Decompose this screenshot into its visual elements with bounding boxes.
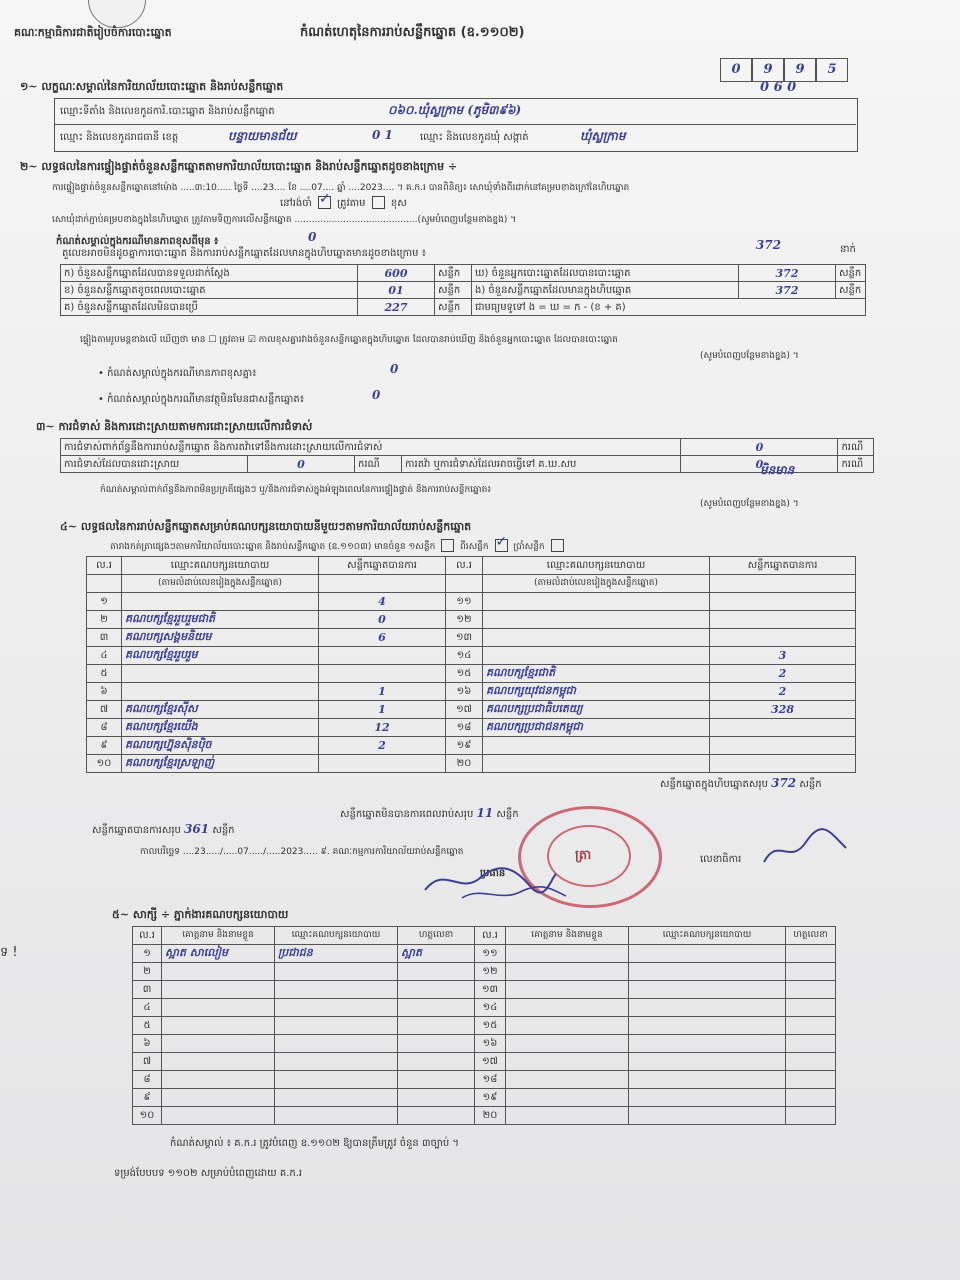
witness-no: ១៧ [475, 1053, 506, 1071]
form-footer: ទម្រង់បែបបទ ១១០២ សម្រាប់បំពេញដោយ គ.ក.រ [114, 1168, 303, 1179]
section1-heading: ១~ លក្ខណៈសម្គាល់នៃការិយាល័យបោះឆ្នោត និងរាប់សន្លឹកឆ្នោត [20, 80, 284, 93]
witness-no: ២០ [475, 1107, 506, 1125]
witness-no: ១៦ [475, 1035, 506, 1053]
witness-signature [786, 1035, 836, 1053]
authority-name: គណៈកម្មាធិការជាតិរៀបចំការបោះឆ្នោត [14, 26, 172, 39]
col-header-party: ឈ្មោះគណបក្សនយោបាយ [122, 557, 319, 575]
recon-label: ង) ចំនួនសន្លឹកឆ្នោតដែលមានក្នុងហិបឆ្នោត [472, 282, 739, 299]
party-name: គណបក្សខ្មែរយើង [122, 719, 319, 737]
seal-note: សោឃុំដាក់ភ្ជាប់គម្របខាងក្នុងនៃហិបឆ្នោត ត្រូវតាមទិញការលើសន្លឹកឆ្នោត ...........................................(សូមបំពេញបន្ថែមខាងខ្នង) ។ [52, 215, 517, 225]
objections-table [60, 438, 874, 473]
witness-name [506, 1107, 629, 1125]
section5-heading: ៥~ សាក្សី ÷ ភ្នាក់ងារគណបក្សនយោបាយ [112, 908, 289, 921]
witness-col-party: ឈ្មោះគណបក្សនយោបាយ [275, 927, 398, 945]
col-header-party: ឈ្មោះគណបក្សនយោបាយ [483, 557, 710, 575]
party-name [483, 647, 710, 665]
witness-name [506, 1089, 629, 1107]
witness-signature [786, 1017, 836, 1035]
party-no: ២ [87, 611, 122, 629]
table-row [133, 1017, 836, 1035]
witness-party [629, 963, 786, 981]
witness-no: ១២ [475, 963, 506, 981]
serial-digit: 0 [720, 58, 752, 82]
table-row [87, 755, 856, 773]
party-no: ៩ [87, 737, 122, 755]
witness-no: ៥ [133, 1017, 162, 1035]
total-box-label: សន្លឹកឆ្នោតក្នុងហិបឆ្នោតសរុប [660, 779, 768, 790]
recon-value: 372 [739, 282, 836, 299]
witness-party [275, 999, 398, 1017]
witness-no: ៣ [133, 981, 162, 999]
party-votes: 3 [710, 647, 856, 665]
party-name: គណបក្សសង្គមនិយម [122, 629, 319, 647]
province-value: បន្ទាយមានជ័យ [228, 129, 297, 143]
sheet-two-checkbox[interactable] [441, 539, 454, 552]
seal-line-label: នៅរង់ចាំ [280, 198, 312, 209]
table-row [133, 963, 836, 981]
party-name: គណបក្សខ្មែរស្រឡាញ់ [122, 755, 319, 773]
party-name: គណបក្សប្រជាធិបតេយ្យ [483, 701, 710, 719]
total-invalid-unit: សន្លឹក [496, 809, 519, 820]
witness-signature [786, 1107, 836, 1125]
witness-signature [398, 963, 475, 981]
col-subheader-party: (តាមលំដាប់លេខរៀងក្នុងសន្លឹកឆ្នោត) [122, 575, 319, 593]
party-name: គណបក្សខ្មែរស៊ីស [122, 701, 319, 719]
seal-yes-checkbox[interactable] [318, 196, 331, 209]
witness-no: ១០ [133, 1107, 162, 1125]
secretary-signature [760, 826, 850, 870]
party-no: ១១ [446, 593, 483, 611]
sheet-five-checkbox[interactable] [495, 539, 508, 552]
recon-unit: សន្លឹក [435, 299, 472, 316]
bullet-discrepancy: • កំណត់សម្គាល់ក្នុងករណីមានភាពខុសគ្នា៖ [98, 368, 257, 379]
total-box-row [660, 776, 822, 792]
recon-formula: ជាមធ្យមទូទៅ ង = ឃ = ក - (ខ + គ) [472, 299, 866, 316]
witness-signature [398, 1053, 475, 1071]
witness-no: ១១ [475, 945, 506, 963]
recon-label: ឃ) ចំនួនអ្នកបោះឆ្នោតដែលបានបោះឆ្នោត [472, 265, 739, 282]
commune-value: ឃុំស្លក្រាម [580, 129, 626, 143]
serial-digit: 9 [784, 58, 816, 82]
table-row [87, 719, 856, 737]
witness-signature [786, 1053, 836, 1071]
witness-col-sign: ហត្ថលេខា [786, 927, 836, 945]
station-code: 0 6 0 [760, 80, 797, 95]
table-row [133, 1035, 836, 1053]
witness-party [275, 1017, 398, 1035]
total-box-unit: សន្លឹក [799, 779, 822, 790]
totals-row [92, 822, 235, 838]
witness-party [629, 1071, 786, 1089]
table-row [87, 629, 856, 647]
witness-name [162, 1035, 275, 1053]
witness-name [162, 981, 275, 999]
objection-value: 0 [681, 439, 838, 456]
witness-party [275, 963, 398, 981]
table-row [87, 647, 856, 665]
section4-subtitle [110, 540, 567, 554]
objection-resolved-unit: ករណី [355, 456, 402, 473]
table-row [133, 945, 836, 963]
party-no: ៦ [87, 683, 122, 701]
witness-signature [398, 999, 475, 1017]
witness-name [506, 963, 629, 981]
table-row [133, 1053, 836, 1071]
witness-name [162, 1053, 275, 1071]
witness-signature [398, 1017, 475, 1035]
party-votes [710, 719, 856, 737]
witness-no: ២ [133, 963, 162, 981]
party-votes: 2 [319, 737, 446, 755]
seal-yes-label: ត្រូវតាម [337, 198, 366, 209]
party-name [483, 611, 710, 629]
party-votes: 1 [319, 683, 446, 701]
party-name: គណបក្សខ្មែររួបរួមជាតិ [122, 611, 319, 629]
party-results-table [86, 556, 856, 773]
witness-party [275, 1035, 398, 1053]
party-no: ១៧ [446, 701, 483, 719]
party-votes: 328 [710, 701, 856, 719]
party-votes: 12 [319, 719, 446, 737]
party-no: ១៥ [446, 665, 483, 683]
irregularity-fill-back: (សូមបំពេញបន្ថែមខាងខ្នង) ។ [700, 499, 799, 509]
table-row [87, 683, 856, 701]
table-row [133, 1107, 836, 1125]
serial-digit: 5 [816, 58, 848, 82]
discrepancy-value: 0 [308, 230, 317, 244]
col-header-no: ល.រ [87, 557, 122, 575]
objection-resolved-value: 0 [248, 456, 355, 473]
party-votes [319, 755, 446, 773]
witness-col-no: ល.រ [475, 927, 506, 945]
witness-party [275, 1053, 398, 1071]
witness-no: ៨ [133, 1071, 162, 1089]
verification-time-line: ការផ្ទៀងផ្ទាត់ចំនួនសន្លឹកឆ្នោតនៅម៉ោង .....៣:10..... ថ្ងៃទី ....23.... ខែ ....07.... ឆ្នាំ ....2023.... ។ គ.ក.រ បានពិនិត្យ៖ សោឃុំទាំងពីរដាក់នៅគម្របខាងក្រៅនៃហិបឆ្នោត [52, 183, 630, 193]
location-label: ឈ្មោះទីតាំង និងលេខកូដការិ.បោះឆ្នោត និងរាប់សន្លឹកឆ្នោត [60, 106, 275, 117]
witness-no: ១៨ [475, 1071, 506, 1089]
party-no: ២០ [446, 755, 483, 773]
witness-no: ១ [133, 945, 162, 963]
witness-name: ស្អាត សាលៀម [162, 945, 275, 963]
section4-heading: ៤~ លទ្ធផលនៃការរាប់សន្លឹកឆ្នោតសម្រាប់គណបក្សនយោបាយនីមួយៗតាមការិយាល័យរាប់សន្លឹកឆ្នោត [60, 520, 472, 533]
witness-signature [398, 1035, 475, 1053]
location-value: ០៦០.ឃុំស្លក្រាម (ភូមិ៣៩៦) [388, 103, 522, 117]
party-votes [710, 755, 856, 773]
bullet-foreign-value: 0 [372, 388, 381, 402]
party-no: ១៦ [446, 683, 483, 701]
document-title: កំណត់ហេតុនៃការរាប់សន្លឹកឆ្នោត (ឧ.១១០២) [300, 25, 525, 40]
party-votes: 1 [319, 701, 446, 719]
formula-note: ផ្ទៀងតាមរូបមន្តខាងលើ ឃើញថា មាន ☐ ត្រូវតាម ☑ កាលខុសគ្នារវាងចំនួនសន្លឹកឆ្នោតក្នុងហិបឆ្នោត ដែលបានរាប់ឃើញ និងចំនួនអ្នកបោះឆ្នោត ដែលបានបោះឆ្នោត [80, 335, 618, 345]
party-name [122, 665, 319, 683]
party-no: ៨ [87, 719, 122, 737]
table-row [87, 593, 856, 611]
compare-line: តួលេខអាចមិនដូចគ្នាការបោះឆ្នោត និងការរាប់សន្លឹកឆ្នោតដែលមានក្នុងហិបឆ្នោតមានដូចខាងក្រោម ៖ [62, 248, 427, 259]
objection-label: ការជំទាស់ពាក់ព័ន្ធនឹងការរាប់សន្លឹកឆ្នោត និងការតវ៉ាទៅនឹងការដោះស្រាយលើការជំទាស់ [61, 439, 681, 456]
province-label: ឈ្មោះ និងលេខកូដរាជធានី ខេត្ត [60, 132, 179, 143]
party-no: ១២ [446, 611, 483, 629]
witness-no: ១៣ [475, 981, 506, 999]
witness-party [275, 981, 398, 999]
party-votes: 2 [710, 665, 856, 683]
voters-value: 372 [756, 238, 782, 252]
witness-name [162, 1017, 275, 1035]
party-no: ១ [87, 593, 122, 611]
reconciliation-table [60, 264, 866, 316]
member-signature [460, 884, 570, 904]
recon-unit: សន្លឹក [836, 265, 866, 282]
witness-party [275, 1089, 398, 1107]
party-name: គណបក្សហ្វ៊ុនស៊ិនប៉ិច [122, 737, 319, 755]
witness-name [506, 999, 629, 1017]
party-votes: 0 [319, 611, 446, 629]
party-votes [710, 611, 856, 629]
party-name [122, 683, 319, 701]
objection-other-value: មិនមាន [760, 463, 795, 477]
witness-party [629, 981, 786, 999]
party-name: គណបក្សយុវជនកម្ពុជា [483, 683, 710, 701]
recon-value: 01 [358, 282, 435, 299]
witness-name [162, 963, 275, 981]
witness-name [506, 981, 629, 999]
recon-value: 600 [358, 265, 435, 282]
table-row [133, 1089, 836, 1107]
party-name [483, 737, 710, 755]
total-valid-value: 361 [184, 822, 210, 836]
objection-appeal-unit: ករណី [838, 456, 874, 473]
fill-back-note: (សូមបំពេញបន្ថែមខាងខ្នង) ។ [700, 351, 799, 361]
witness-signature [786, 1089, 836, 1107]
witness-no: ១៤ [475, 999, 506, 1017]
witness-signature [398, 1071, 475, 1089]
party-no: ១៩ [446, 737, 483, 755]
emblem-logo [88, 0, 146, 28]
table-row [87, 737, 856, 755]
party-name: គណបក្សខ្មែររួបរួម [122, 647, 319, 665]
footnote: កំណត់សម្គាល់ ៖ គ.ក.រ ត្រូវបំពេញ ឧ.១១០២ ឱ្យបានត្រឹមត្រូវ ចំនួន ៣ច្បាប់ ។ [170, 1138, 459, 1149]
witness-signature [786, 1071, 836, 1089]
table-row [133, 981, 836, 999]
witness-signature [786, 981, 836, 999]
sheet-other-checkbox[interactable] [551, 539, 564, 552]
witness-signature [398, 1107, 475, 1125]
party-votes: 2 [710, 683, 856, 701]
bullet-discrepancy-value: 0 [390, 362, 399, 376]
table-row [133, 999, 836, 1017]
discrepancy-line: កំណត់សម្គាល់ក្នុងករណីមានភាពខុសពីមុន ៖ [56, 236, 219, 247]
recon-value: 372 [739, 265, 836, 282]
witness-party [275, 1107, 398, 1125]
witness-col-name: គោត្តនាម និងនាមខ្លួន [506, 927, 629, 945]
witness-name [506, 1071, 629, 1089]
witness-name [506, 1035, 629, 1053]
witness-signature: ស្អាត [398, 945, 475, 963]
province-code: 0 1 [372, 128, 393, 142]
witness-name [162, 1071, 275, 1089]
col-header-votes: សន្លឹកឆ្នោតបានការ [710, 557, 856, 575]
secretary-label: លេខាធិការ [700, 854, 742, 865]
witness-name [162, 999, 275, 1017]
party-no: ៥ [87, 665, 122, 683]
witness-party [629, 1017, 786, 1035]
total-invalid-row [340, 806, 519, 822]
total-box-value: 372 [771, 776, 797, 790]
party-name [483, 629, 710, 647]
stamp-text: ត្រា [575, 848, 592, 863]
irregularity-note: កំណត់សម្គាល់ពាក់ព័ន្ធនឹងភាពមិនប្រក្រតីផ្សេងៗ ឬ/និងការជំទាស់ក្នុងអំឡុងពេលនៃការផ្ទៀងផ្ទាត់ និងការរាប់សន្លឹកឆ្នោត៖ [100, 485, 492, 495]
recon-value: 227 [358, 299, 435, 316]
table-row [87, 665, 856, 683]
objection-unit: ករណី [838, 439, 874, 456]
party-no: ១៨ [446, 719, 483, 737]
recon-unit: សន្លឹក [836, 282, 866, 299]
table-row [87, 701, 856, 719]
bullet-foreign-objects: • កំណត់សម្គាល់ក្នុងករណីមានវត្ថុមិនមែនជាសន្លឹកឆ្នោត៖ [98, 394, 305, 405]
witness-party [629, 1107, 786, 1125]
party-name: គណបក្សខ្មែរជាតិ [483, 665, 710, 683]
witness-col-sign: ហត្ថលេខា [398, 927, 475, 945]
witness-no: ៤ [133, 999, 162, 1017]
objection-appeal-value: 0 [681, 456, 838, 473]
party-no: ១៤ [446, 647, 483, 665]
party-votes [710, 737, 856, 755]
seal-check [280, 196, 407, 211]
witness-signature [398, 1089, 475, 1107]
witness-name [506, 1053, 629, 1071]
table-row [87, 611, 856, 629]
total-valid-unit: សន្លឹក [212, 825, 235, 836]
total-invalid-value: 11 [476, 806, 494, 820]
seal-no-checkbox[interactable] [372, 196, 385, 209]
recon-unit: សន្លឹក [435, 282, 472, 299]
party-votes: 6 [319, 629, 446, 647]
witness-party [629, 1053, 786, 1071]
sheet-two-label: ពីរសន្លឹក [460, 542, 489, 552]
party-no: ៣ [87, 629, 122, 647]
party-name: គណបក្សប្រជាជនកម្ពុជា [483, 719, 710, 737]
party-no: ១៣ [446, 629, 483, 647]
section2-heading: ២~ លទ្ធផលនៃការផ្ទៀងផ្ទាត់ចំនួនសន្លឹកឆ្នោតតាមការិយាល័យបោះឆ្នោត និងរាប់សន្លឹកឆ្នោតដូចខាងក្រោម ÷ [20, 160, 458, 173]
party-name [483, 755, 710, 773]
witness-party [275, 1071, 398, 1089]
witness-col-no: ល.រ [133, 927, 162, 945]
commune-label: ឈ្មោះ និងលេខកូដឃុំ សង្កាត់ [420, 132, 529, 143]
witness-party: ប្រជាជន [275, 945, 398, 963]
recon-unit: សន្លឹក [435, 265, 472, 282]
witness-party [629, 1035, 786, 1053]
witness-signature [398, 981, 475, 999]
witness-no: ៩ [133, 1089, 162, 1107]
witness-no: ១៥ [475, 1017, 506, 1035]
sheet-count-label: តារាងកត់ត្រាផ្សេងៗតាមការិយាល័យបោះឆ្នោត និងរាប់សន្លឹកឆ្នោត (ឧ.១១០៣) មានចំនួន ១សន្លឹក [110, 542, 436, 552]
sheet-five-label: ប្រាំសន្លឹក [513, 542, 545, 552]
margin-text: ទ ! [0, 945, 18, 960]
witness-name [162, 1107, 275, 1125]
witness-name [506, 945, 629, 963]
voters-unit: នាក់ [840, 244, 856, 255]
table-row [133, 1071, 836, 1089]
witness-col-name: គោត្តនាម និងនាមខ្លួន [162, 927, 275, 945]
party-votes [319, 647, 446, 665]
witness-signature [786, 999, 836, 1017]
witness-no: ៦ [133, 1035, 162, 1053]
seal-no-label: ខុស [390, 198, 407, 209]
witness-no: ១៩ [475, 1089, 506, 1107]
objection-resolved-label: ការជំទាស់ដែលបានដោះស្រាយ [61, 456, 248, 473]
date-line: កាលបរិច្ឆេទ ....23...../.....07...../.....2023..... ៩. គណៈកម្មការការិយាល័យរាប់សន្លឹកឆ្នោត [140, 847, 464, 857]
party-votes: 4 [319, 593, 446, 611]
president-label: ប្រធាន [480, 868, 506, 879]
party-votes [710, 629, 856, 647]
witness-col-party: ឈ្មោះគណបក្សនយោបាយ [629, 927, 786, 945]
party-no: ៧ [87, 701, 122, 719]
witness-no: ៧ [133, 1053, 162, 1071]
total-valid-label: សន្លឹកឆ្នោតបានការសរុប [92, 825, 181, 836]
party-votes [710, 593, 856, 611]
section3-heading: ៣~ ការជំទាស់ និងការដោះស្រាយតាមការដោះស្រាយលើការជំទាស់ [36, 420, 313, 433]
serial-digit: 9 [752, 58, 784, 82]
recon-label: ខ) ចំនួនសន្លឹកឆ្នោតខូចពេលបោះឆ្នោត [61, 282, 358, 299]
recon-label: ក) ចំនួនសន្លឹកឆ្នោតដែលបានទទួលដាក់ស្តែង [61, 265, 358, 282]
col-header-votes: សន្លឹកឆ្នោតបានការ [319, 557, 446, 575]
col-subheader-party: (តាមលំដាប់លេខរៀងក្នុងសន្លឹកឆ្នោត) [483, 575, 710, 593]
party-name [483, 593, 710, 611]
witness-party [629, 1089, 786, 1107]
total-invalid-label: សន្លឹកឆ្នោតមិនបានការពេលរាប់សរុប [340, 809, 474, 820]
party-name [122, 593, 319, 611]
party-no: ១០ [87, 755, 122, 773]
witness-table [132, 926, 836, 1125]
witness-signature [786, 945, 836, 963]
witness-signature [786, 963, 836, 981]
witness-party [629, 945, 786, 963]
party-votes [319, 665, 446, 683]
witness-name [506, 1017, 629, 1035]
recon-label: គ) ចំនួនសន្លឹកឆ្នោតដែលមិនបានប្រើ [61, 299, 358, 316]
party-no: ៤ [87, 647, 122, 665]
witness-name [162, 1089, 275, 1107]
col-header-no: ល.រ [446, 557, 483, 575]
objection-appeal-label: ការតវ៉ា ឬការជំទាស់ដែលអាចធ្វើទៅ គ.ឃ.សប [402, 456, 681, 473]
witness-party [629, 999, 786, 1017]
